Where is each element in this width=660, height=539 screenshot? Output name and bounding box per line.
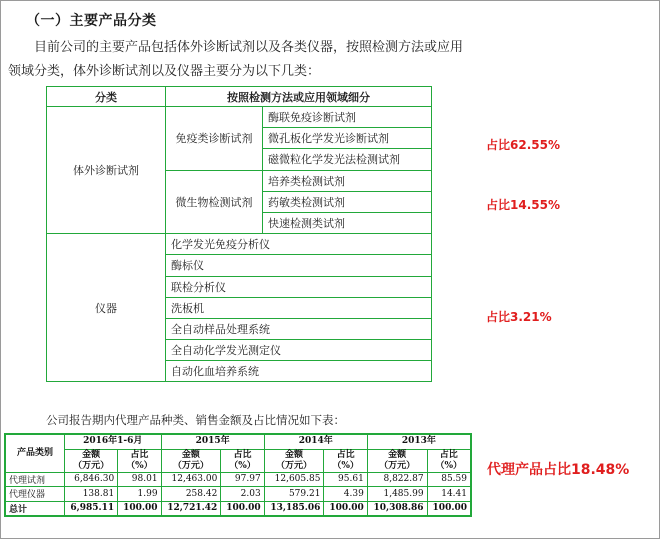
row-label: 总计 [5,501,65,516]
amount-cell: 10,308.86 [367,501,427,516]
header-period: 2013年 [367,434,471,449]
header-amount [367,449,427,472]
amount-cell: 12,605.85 [264,472,324,487]
share-cell: 98.01 [118,472,161,487]
immuno-group-cell: 免疫类诊断试剂 [166,107,263,171]
header-amount-unit: （万元） [379,460,416,471]
amount-cell: 1,485.99 [367,487,427,502]
instrument-cell: 化学发光免疫分析仪 [166,234,432,255]
amount-cell: 13,185.06 [264,501,324,516]
header-share-unit: （%） [126,460,153,471]
header-category: 分类 [47,87,166,107]
section-heading: （一）主要产品分类 [26,13,157,29]
share-cell: 100.00 [427,501,471,516]
immuno-share-annotation: 占比62.55% [486,138,560,152]
subcategory-cell: 酶联免疫诊断试剂 [263,107,432,128]
instrument-cell: 酶标仪 [166,255,432,276]
header-share-label: 占比 [336,449,355,460]
header-share-label: 占比 [130,449,149,460]
subcategory-cell: 药敏类检测试剂 [263,191,432,212]
header-amount-label: 金额 [285,449,304,460]
amount-cell: 12,463.00 [161,472,221,487]
header-amount-label: 金额 [82,449,101,460]
share-cell: 2.03 [221,487,264,502]
table-row [47,107,432,128]
header-share-unit: （%） [435,460,463,471]
header-period: 2014年 [264,434,367,449]
share-cell: 100.00 [221,501,264,516]
subcategory-cell: 微孔板化学发光诊断试剂 [263,128,432,149]
subcategory-cell: 培养类检测试剂 [263,170,432,191]
category-header-row [47,87,432,107]
amount-cell: 12,721.42 [161,501,221,516]
total-row [5,501,471,516]
row-label: 代理试剂 [5,472,65,487]
table-row [47,234,432,255]
table-row [5,487,471,502]
header-subcategory: 按照检测方法或应用领域细分 [166,87,432,107]
header-share [221,449,264,472]
share-cell: 4.39 [324,487,367,502]
intro-line-2: 领域分类，体外诊断试剂以及仪器主要分为以下几类： [8,64,321,79]
header-amount [65,449,118,472]
share-cell: 97.97 [221,472,264,487]
instrument-cell: 全自动化学发光测定仪 [166,340,432,361]
share-cell: 14.41 [427,487,471,502]
row-label: 代理仪器 [5,487,65,502]
agent-share-annotation: 代理产品占比18.48% [487,462,630,478]
header-amount-label: 金额 [388,449,407,460]
amount-cell: 138.81 [65,487,118,502]
share-cell: 95.61 [324,472,367,487]
share-cell: 85.59 [427,472,471,487]
instrument-cell: 全自动样品处理系统 [166,318,432,339]
micro-group-cell: 微生物检测试剂 [166,170,263,234]
intro-paragraph [8,36,478,84]
amount-cell: 8,822.87 [367,472,427,487]
header-amount-unit: （万元） [172,460,209,471]
header-amount-label: 金额 [181,449,200,460]
intro-line-1: 目前公司的主要产品包括体外诊断试剂以及各类仪器，按照检测方法或应用 [34,40,464,55]
header-share-label: 占比 [439,449,458,460]
reagent-category-cell: 体外诊断试剂 [47,107,166,234]
header-amount [161,449,221,472]
subcategory-cell: 磁微粒化学发光法检测试剂 [263,149,432,170]
subcategory-cell: 快速检测类试剂 [263,212,432,233]
header-share-unit: （%） [229,460,256,471]
product-category-table [46,86,432,382]
header-period: 2015年 [161,434,264,449]
instrument-cell: 联检分析仪 [166,276,432,297]
share-cell: 100.00 [324,501,367,516]
header-share-label: 占比 [233,449,252,460]
share-cell: 1.99 [118,487,161,502]
agent-sales-table [4,433,472,517]
header-amount-unit: （万元） [276,460,313,471]
amount-cell: 258.42 [161,487,221,502]
subheader-row [5,449,471,472]
header-share [118,449,161,472]
amount-cell: 579.21 [264,487,324,502]
header-share [427,449,471,472]
amount-cell: 6,985.11 [65,501,118,516]
share-cell: 100.00 [118,501,161,516]
micro-share-annotation: 占比14.55% [486,198,560,212]
header-amount-unit: （万元） [73,460,110,471]
sales-caption: 公司报告期内代理产品种类、销售金额及占比情况如下表： [46,413,345,427]
instrument-cell: 自动化血培养系统 [166,361,432,382]
instrument-cell: 洗板机 [166,297,432,318]
header-share [324,449,367,472]
table-row [5,472,471,487]
header-share-unit: （%） [332,460,359,471]
header-product-category: 产品类别 [5,434,65,472]
header-period: 2016年1-6月 [65,434,162,449]
instrument-category-cell: 仪器 [47,234,166,382]
header-amount [264,449,324,472]
instrument-share-annotation: 占比3.21% [486,310,552,324]
period-header-row [5,434,471,449]
amount-cell: 6,846.30 [65,472,118,487]
